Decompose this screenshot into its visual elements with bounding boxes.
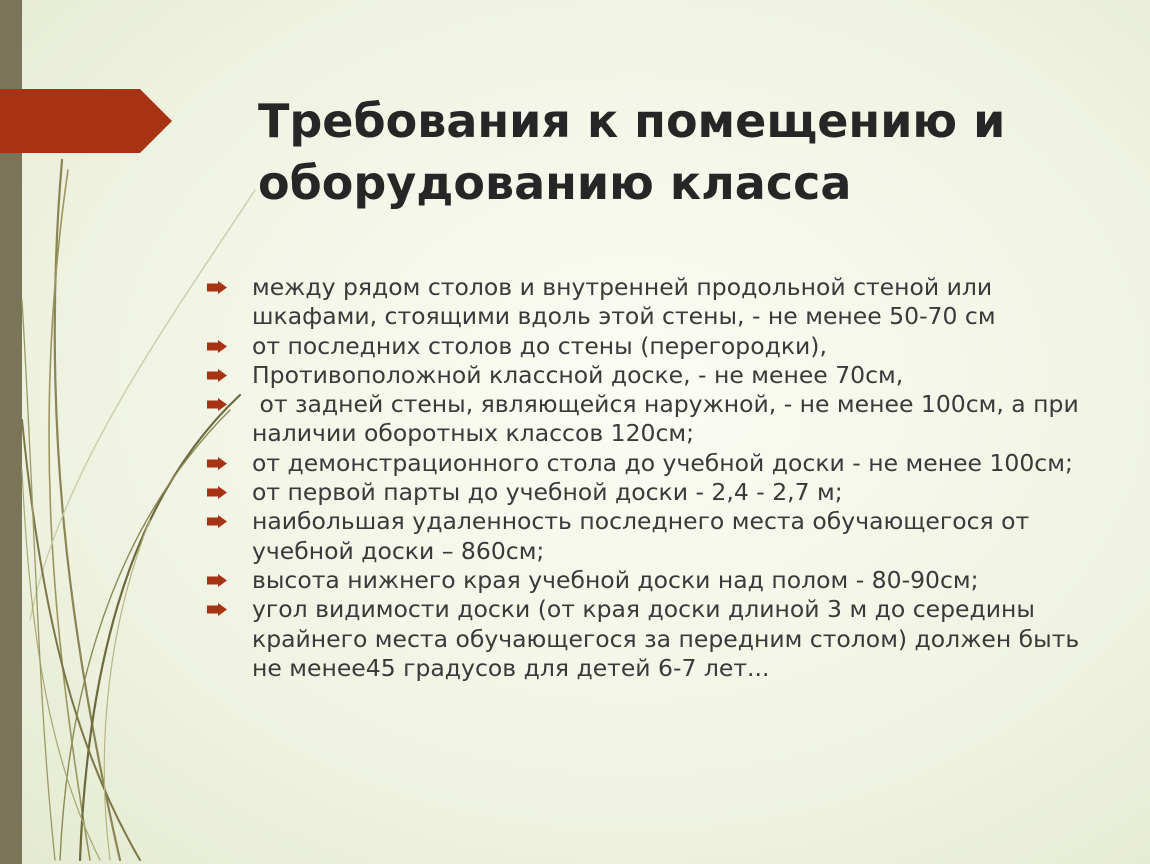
arrow-right-icon — [207, 398, 227, 411]
arrow-right-icon — [207, 457, 227, 470]
requirements-list — [207, 273, 1107, 683]
arrow-right-icon — [207, 281, 227, 294]
list-item — [207, 390, 1107, 449]
arrow-right-icon — [207, 603, 227, 616]
list-item-text: от первой парты до учебной доски - 2,4 - 2,7 м; — [252, 478, 843, 507]
title-line-1: Требования к помещению и — [258, 94, 1006, 148]
arrow-right-icon — [207, 515, 227, 528]
list-item-text: высота нижнего края учебной доски над полом - 80-90см; — [252, 565, 979, 594]
list-item-text: от последних столов до стены (перегородки), — [252, 331, 827, 360]
list-item — [207, 507, 1107, 566]
arrow-right-icon — [207, 486, 227, 499]
list-item-text: угол видимости доски (от края доски длиной 3 м до середины крайнего места обучающегося за передним столом) должен быть не менее45 градусов для детей 6-7 лет... — [252, 595, 1080, 682]
list-item-text: между рядом столов и внутренней продольной стеной или шкафами, стоящими вдоль этой стены, - не менее 50-70 см — [252, 273, 996, 331]
slide-title — [258, 90, 1118, 214]
list-item — [207, 566, 1107, 595]
arrow-right-icon — [207, 574, 227, 587]
list-item — [207, 449, 1107, 478]
list-item-text: от демонстрационного стола до учебной доски - не менее 100см; — [252, 448, 1073, 477]
list-item-text: наибольшая удаленность последнего места обучающегося от учебной доски – 860см; — [252, 507, 1030, 565]
title-arrow-banner — [0, 89, 172, 153]
list-item — [207, 595, 1107, 683]
arrow-right-icon — [207, 369, 227, 382]
list-item — [207, 273, 1107, 332]
list-item-text: Противоположной классной доске, - не менее 70см, — [252, 360, 904, 389]
title-line-2: оборудованию класса — [258, 156, 852, 210]
list-item — [207, 478, 1107, 507]
list-item — [207, 361, 1107, 390]
arrow-right-icon — [207, 340, 227, 353]
list-item — [207, 332, 1107, 361]
list-item-text: от задней стены, являющейся наружной, - не менее 100см, а при наличии оборотных классов 120см; — [252, 390, 1087, 448]
